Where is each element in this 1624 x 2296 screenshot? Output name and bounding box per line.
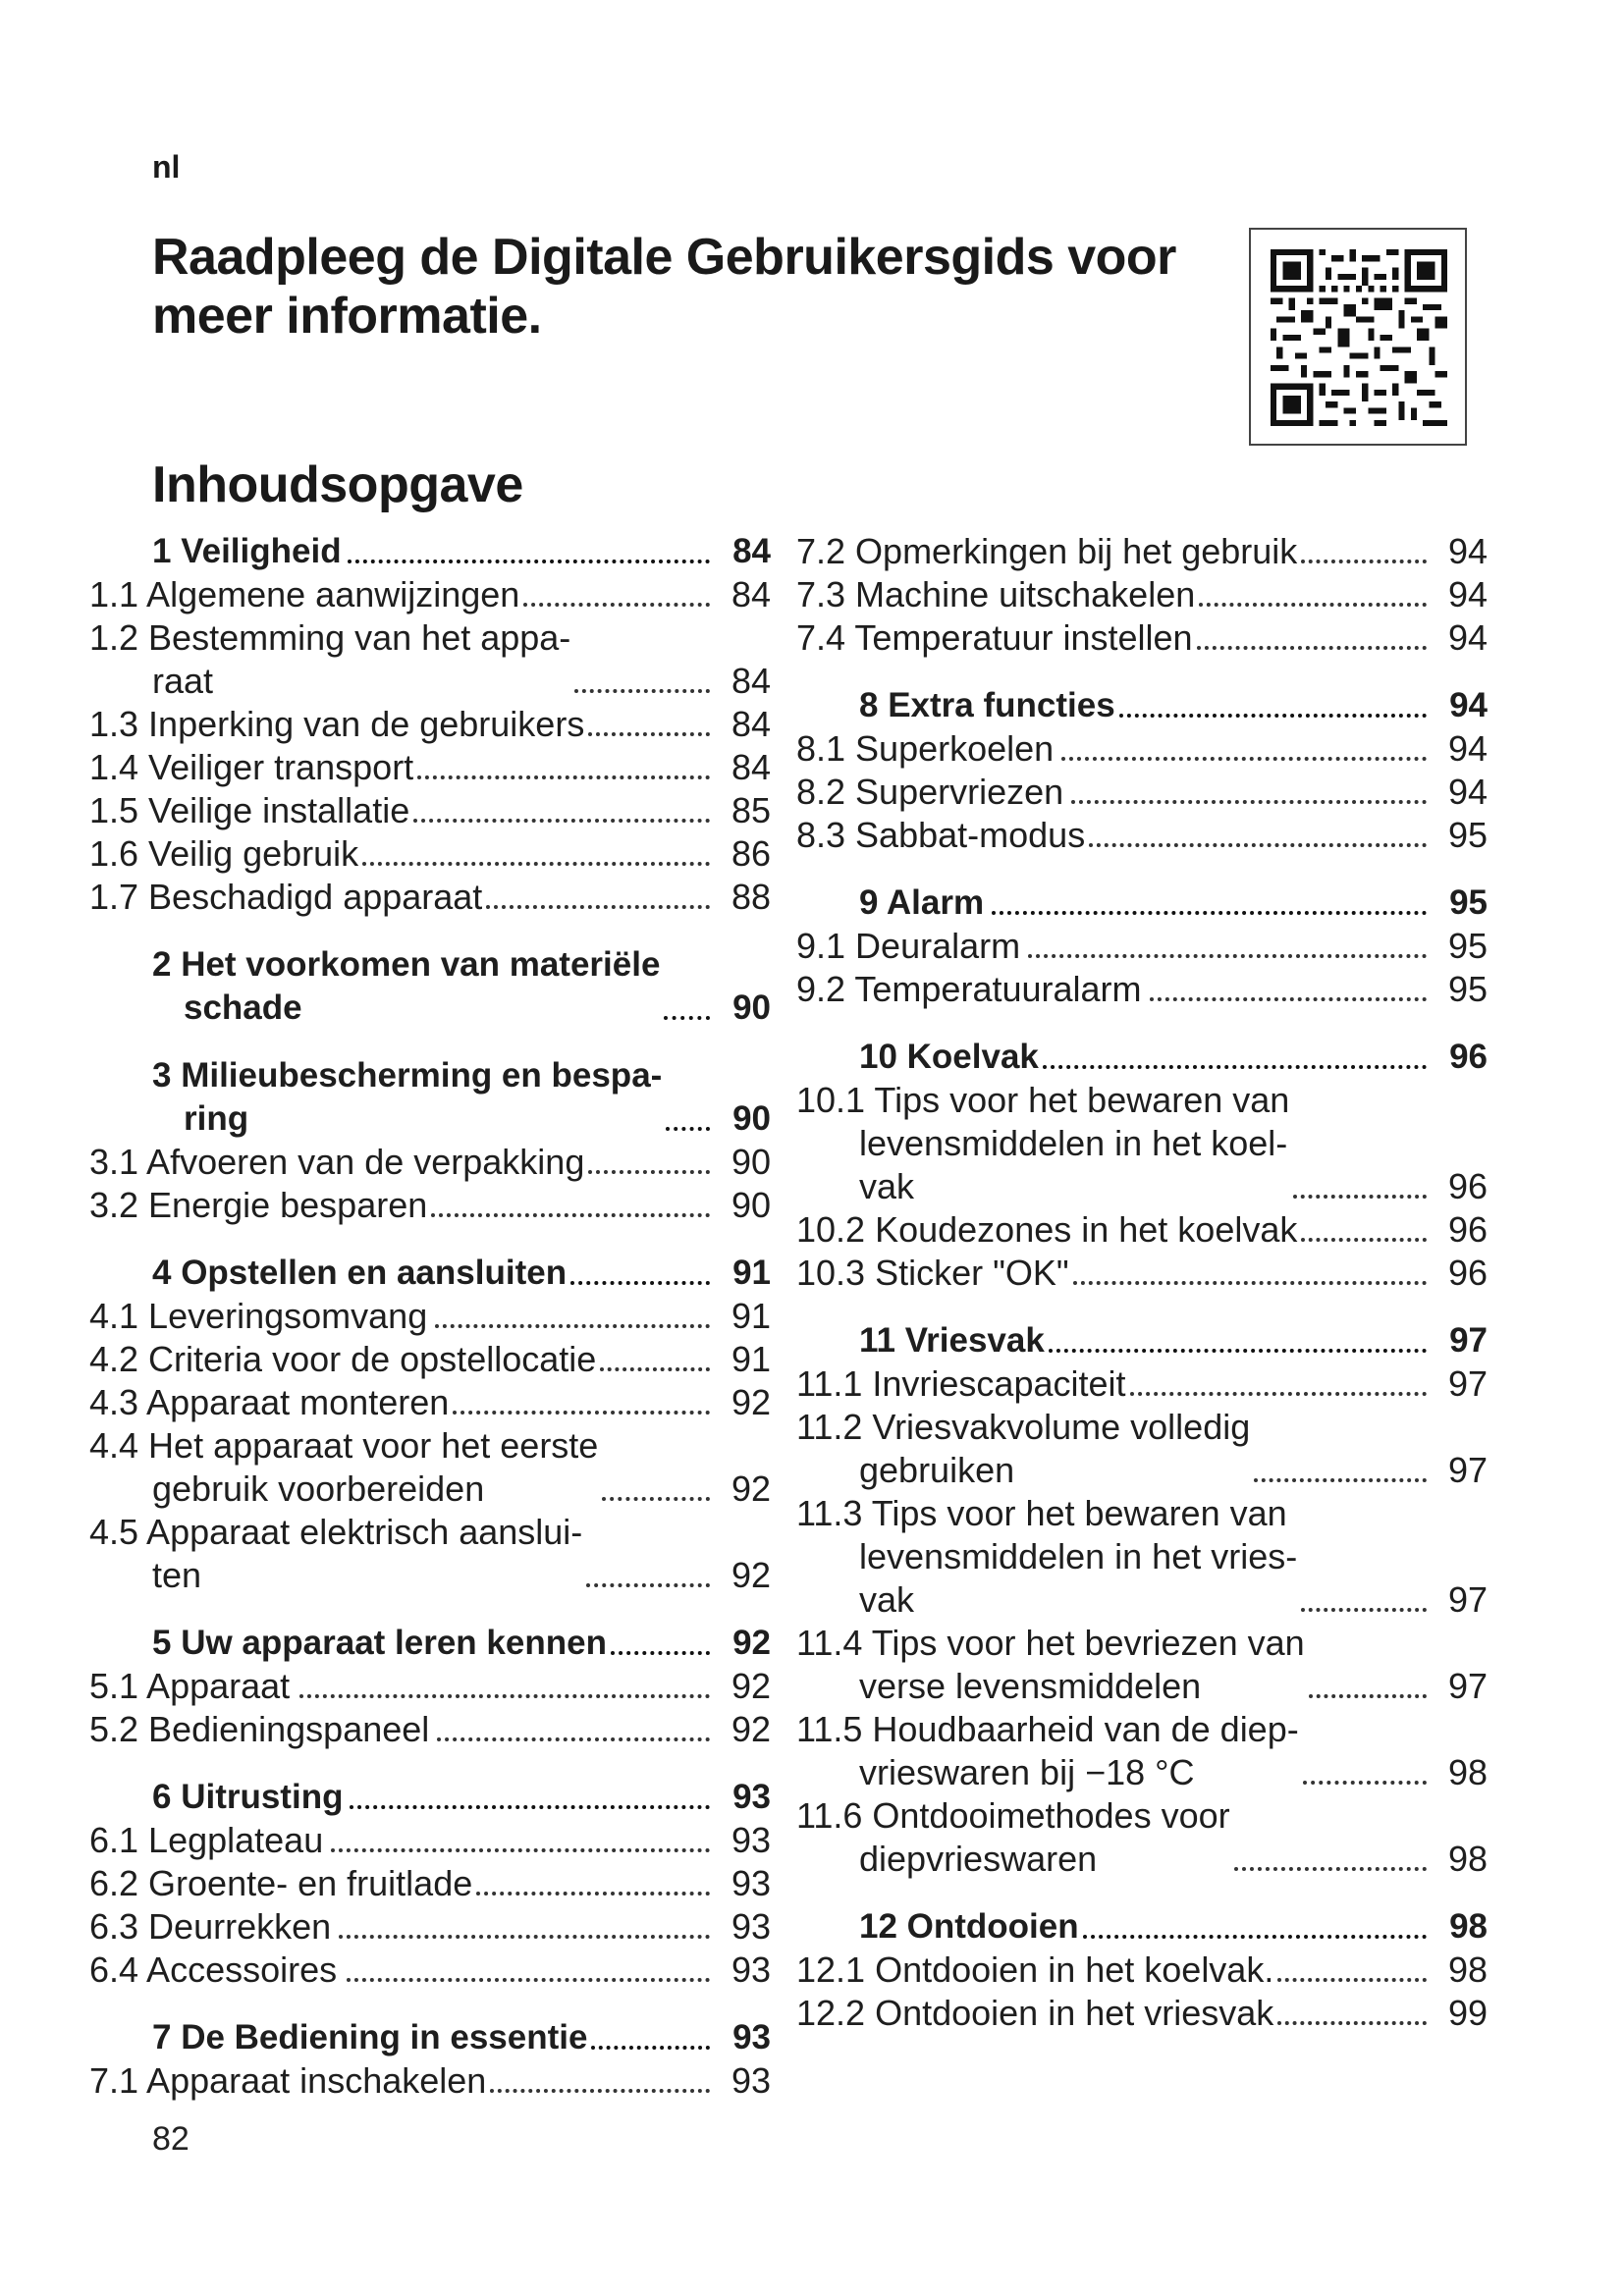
toc-page-number: 95	[1447, 926, 1488, 966]
qr-code[interactable]	[1249, 228, 1467, 446]
toc-section-group	[796, 684, 1488, 857]
toc-section-link[interactable]	[796, 1622, 1488, 1708]
toc-section-group	[796, 1905, 1488, 2035]
toc-section-title: 3.1 Afvoeren van de verpakking	[89, 1142, 585, 1182]
toc-section-group	[152, 943, 771, 1030]
toc-chapter-title: 11 Vriesvak	[859, 1321, 1045, 1360]
toc-page-number: 95	[1447, 969, 1488, 1009]
toc-page-number: 90	[731, 1142, 771, 1182]
toc-page-number: 94	[1447, 531, 1488, 571]
toc-page-number: 84	[731, 704, 771, 744]
toc-section-link[interactable]	[796, 573, 1488, 616]
toc-section-link[interactable]	[89, 573, 771, 616]
toc-section-link[interactable]	[89, 1184, 771, 1227]
toc-section-title: 10.3 Sticker "OK"	[796, 1253, 1069, 1293]
dot-leader	[1071, 790, 1427, 804]
toc-section-title: 6.4 Accessoires	[89, 1949, 338, 1990]
toc-section-title: 11.4 Tips voor het bevriezen van verse levensmiddelen	[796, 1623, 1305, 1706]
toc-page-number: 98	[1447, 1949, 1488, 1990]
toc-section-link[interactable]	[89, 1862, 771, 1905]
toc-section-group	[796, 1036, 1488, 1295]
toc-page-number: 94	[1447, 574, 1488, 614]
toc-section-group	[89, 1622, 771, 1751]
toc-section-link[interactable]	[89, 1949, 771, 1992]
toc-section-title: 5.1 Apparaat	[89, 1666, 291, 1706]
dot-leader	[331, 1839, 710, 1852]
toc-section-title: 7.4 Temperatuur instellen	[796, 617, 1193, 658]
toc-page-number: 96	[1447, 1166, 1488, 1206]
page-number: 82	[152, 2120, 189, 2158]
toc-section-link[interactable]	[796, 530, 1488, 573]
toc-section-link[interactable]	[89, 746, 771, 789]
toc-chapter-link[interactable]	[859, 881, 1488, 925]
dot-leader	[1197, 636, 1427, 650]
toc-page-number: 84	[731, 574, 771, 614]
toc-section-link[interactable]	[89, 1338, 771, 1381]
toc-page-number: 90	[731, 1185, 771, 1225]
toc-section-title: 6.3 Deurrekken	[89, 1906, 332, 1947]
toc-page-number: 96	[1447, 1253, 1488, 1293]
dot-leader	[600, 1358, 710, 1371]
digital-guide-title: Raadpleeg de Digitale Gebruikersgids voor meer informatie.	[152, 229, 1176, 345]
dot-leader	[1083, 1925, 1427, 1939]
toc-section-link[interactable]	[796, 1992, 1488, 2035]
toc-page-number: 97	[1447, 1363, 1488, 1404]
toc-section-group	[796, 530, 1488, 660]
toc-page-number: 96	[1447, 1209, 1488, 1250]
toc-chapter-link[interactable]	[859, 684, 1488, 727]
toc-section-title: 7.1 Apparaat inschakelen	[89, 2060, 487, 2101]
toc-section-group	[89, 2016, 771, 2103]
toc-section-title: 10.1 Tips voor het bewaren van levensmiddelen in het koel- vak	[796, 1080, 1290, 1206]
toc-page-number: 93	[731, 1906, 771, 1947]
toc-page-number: 92	[732, 1624, 771, 1662]
toc-section-link[interactable]	[89, 1665, 771, 1708]
toc-section-link[interactable]	[89, 1141, 771, 1184]
toc-chapter-title: 6 Uitrusting	[152, 1778, 344, 1816]
toc-section-title: 12.1 Ontdooien in het koelvak.	[796, 1949, 1274, 1990]
toc-section-link[interactable]	[89, 789, 771, 832]
toc-page-number: 93	[731, 2060, 771, 2101]
dot-leader	[1254, 1468, 1427, 1482]
dot-leader	[1089, 833, 1427, 847]
toc-chapter-link[interactable]	[859, 1036, 1488, 1079]
toc-section-title: 1.1 Algemene aanwijzingen	[89, 574, 520, 614]
toc-page-number: 88	[731, 877, 771, 917]
toc-page-number: 97	[1447, 1450, 1488, 1490]
toc-page-number: 97	[1447, 1666, 1488, 1706]
language-tag: nl	[152, 149, 181, 185]
dot-leader	[348, 550, 710, 563]
dot-leader	[574, 679, 710, 693]
dot-leader	[664, 1006, 710, 1020]
toc-section-title: 4.2 Criteria voor de opstellocatie	[89, 1339, 597, 1379]
toc-section-link[interactable]	[796, 1079, 1488, 1208]
toc-chapter-title: 5 Uw apparaat leren kennen	[152, 1624, 607, 1662]
toc-section-group	[89, 1054, 771, 1227]
toc-section-link[interactable]	[89, 1708, 771, 1751]
toc-section-title: 8.2 Supervriezen	[796, 772, 1064, 812]
dot-leader	[350, 1795, 710, 1809]
toc-section-title: 1.3 Inperking van de gebruikers	[89, 704, 585, 744]
toc-section-link[interactable]	[89, 1424, 771, 1511]
toc-section-title: 4.5 Apparaat elektrisch aanslui- ten	[89, 1512, 583, 1595]
toc-section-link[interactable]	[89, 876, 771, 919]
toc-page-number: 94	[1449, 686, 1488, 724]
toc-chapter-title: 10 Koelvak	[859, 1038, 1039, 1076]
toc-chapter-link[interactable]	[859, 1319, 1488, 1362]
dot-leader	[486, 895, 710, 909]
toc-section-link[interactable]	[89, 703, 771, 746]
toc-section-title: 1.5 Veilige installatie	[89, 790, 410, 830]
toc-section-link[interactable]	[89, 1381, 771, 1424]
dot-leader	[588, 722, 710, 736]
dot-leader	[602, 1487, 710, 1501]
dot-leader	[476, 1882, 710, 1896]
toc-section-title: 12.2 Ontdooien in het vriesvak	[796, 1993, 1274, 2033]
toc-chapter-title: 9 Alarm	[859, 883, 985, 922]
toc-section-title: 3.2 Energie besparen	[89, 1185, 428, 1225]
toc-chapter-title: 3 Milieubescherming en bespa- ring	[152, 1056, 663, 1138]
dot-leader	[1199, 593, 1427, 607]
toc-section-title: 11.3 Tips voor het bewaren van levensmiddelen in het vries- vak	[796, 1493, 1298, 1620]
toc-section-title: 6.2 Groente- en fruitlade	[89, 1863, 473, 1903]
dot-leader	[588, 1160, 710, 1174]
toc-section-group	[89, 1776, 771, 1992]
dot-leader	[591, 2036, 710, 2050]
toc-page-number: 93	[731, 1820, 771, 1860]
dot-leader	[1130, 1382, 1427, 1396]
toc-section-link[interactable]	[796, 968, 1488, 1011]
toc-section-title: 1.7 Beschadigd apparaat	[89, 877, 483, 917]
toc-page-number: 98	[1449, 1907, 1488, 1946]
toc-section-link[interactable]	[89, 1905, 771, 1949]
toc-page-number: 93	[731, 1863, 771, 1903]
toc-section-title: 9.2 Temperatuuralarm	[796, 969, 1142, 1009]
dot-leader	[417, 766, 710, 779]
dot-leader	[431, 1203, 710, 1217]
dot-leader	[570, 1271, 710, 1285]
toc-section-title: 6.1 Legplateau	[89, 1820, 324, 1860]
dot-leader	[1303, 1771, 1427, 1785]
toc-chapter-link[interactable]	[152, 530, 771, 573]
dot-leader	[1049, 1339, 1427, 1353]
toc-section-link[interactable]	[796, 1492, 1488, 1622]
toc-section-link[interactable]	[796, 1406, 1488, 1492]
toc-section-title: 4.1 Leveringsomvang	[89, 1296, 428, 1336]
toc-chapter-link[interactable]	[152, 2016, 771, 2059]
toc-section-title: 10.2 Koudezones in het koelvak	[796, 1209, 1298, 1250]
dot-leader	[490, 2079, 710, 2093]
dot-leader	[1028, 944, 1427, 958]
toc-page-number: 92	[731, 1666, 771, 1706]
toc-section-title: 9.1 Deuralarm	[796, 926, 1021, 966]
toc-section-link[interactable]	[796, 616, 1488, 660]
toc-chapter-title: 12 Ontdooien	[859, 1907, 1079, 1946]
toc-chapter-link[interactable]	[859, 1905, 1488, 1949]
toc-page-number: 98	[1447, 1839, 1488, 1879]
toc-section-link[interactable]	[89, 1819, 771, 1862]
toc-page-number: 84	[732, 532, 771, 570]
toc-chapter-title: 4 Opstellen en aansluiten	[152, 1254, 568, 1292]
dot-leader	[437, 1728, 710, 1741]
toc-page-number: 95	[1447, 815, 1488, 855]
dot-leader	[299, 1684, 710, 1698]
toc-section-title: 4.4 Het apparaat voor het eerste gebruik voorbereiden	[89, 1425, 599, 1509]
toc-section-title: 11.5 Houdbaarheid van de diep- vrieswaren bij −18 °C	[796, 1709, 1299, 1792]
dot-leader	[1277, 1968, 1427, 1982]
toc-section-title: 7.3 Machine uitschakelen	[796, 574, 1196, 614]
dot-leader	[1043, 1055, 1427, 1069]
dot-leader	[1309, 1684, 1427, 1698]
dot-leader	[362, 852, 710, 866]
qr-code-icon	[1271, 249, 1447, 426]
toc-chapter-link[interactable]	[152, 943, 771, 1030]
toc-page-number: 92	[731, 1468, 771, 1509]
toc-chapter-link[interactable]	[152, 1776, 771, 1819]
toc-page-number: 92	[731, 1382, 771, 1422]
toc-page-number: 99	[1447, 1993, 1488, 2033]
toc-right-column	[796, 530, 1488, 2059]
toc-page-number: 98	[1447, 1752, 1488, 1792]
toc-page-number: 92	[731, 1709, 771, 1749]
dot-leader	[1234, 1857, 1427, 1871]
toc-section-link[interactable]	[89, 616, 771, 703]
toc-chapter-title: 1 Veiligheid	[152, 532, 342, 570]
toc-section-title: 1.2 Bestemming van het appa- raat	[89, 617, 571, 701]
toc-section-title: 1.4 Veiliger transport	[89, 747, 414, 787]
toc-section-link[interactable]	[89, 2059, 771, 2103]
dot-leader	[523, 593, 710, 607]
dot-leader	[666, 1117, 710, 1131]
toc-section-group	[796, 1319, 1488, 1881]
dot-leader	[586, 1574, 710, 1587]
toc-section-group	[89, 530, 771, 919]
toc-section-title: 11.2 Vriesvakvolume volledig gebruiken	[796, 1407, 1251, 1490]
dot-leader	[453, 1401, 710, 1415]
dot-leader	[413, 809, 710, 823]
toc-page-number: 91	[731, 1339, 771, 1379]
toc-page-number: 84	[731, 747, 771, 787]
toc-chapter-link[interactable]	[152, 1622, 771, 1665]
toc-page-number: 93	[732, 2018, 771, 2056]
toc-section-title: 11.6 Ontdooimethodes voor diepvrieswaren	[796, 1795, 1230, 1879]
toc-section-link[interactable]	[796, 1794, 1488, 1881]
dot-leader	[1119, 704, 1427, 718]
toc-section-title: 5.2 Bedieningspaneel	[89, 1709, 430, 1749]
toc-page-number: 86	[731, 833, 771, 874]
toc-page-number: 91	[732, 1254, 771, 1292]
toc-section-group	[796, 881, 1488, 1011]
toc-chapter-title: 8 Extra functies	[859, 686, 1115, 724]
dot-leader	[1150, 988, 1427, 1001]
toc-page-number: 84	[731, 661, 771, 701]
toc-page-number: 97	[1449, 1321, 1488, 1360]
toc-chapter-title: 2 Het voorkomen van materiële schade	[152, 945, 661, 1027]
dot-leader	[339, 1925, 710, 1939]
toc-chapter-title: 7 De Bediening in essentie	[152, 2018, 588, 2056]
toc-section-link[interactable]	[796, 771, 1488, 814]
toc-chapter-link[interactable]	[152, 1054, 771, 1141]
toc-page-number: 94	[1447, 617, 1488, 658]
dot-leader	[347, 1968, 710, 1982]
toc-page-number: 95	[1449, 883, 1488, 922]
toc-page-number: 90	[732, 988, 771, 1027]
toc-section-link[interactable]	[89, 1295, 771, 1338]
toc-section-title: 7.2 Opmerkingen bij het gebruik	[796, 531, 1298, 571]
toc-section-link[interactable]	[796, 1362, 1488, 1406]
toc-section-title: 1.6 Veilig gebruik	[89, 833, 359, 874]
toc-section-title: 4.3 Apparaat monteren	[89, 1382, 450, 1422]
dot-leader	[435, 1314, 710, 1328]
dot-leader	[1277, 2011, 1427, 2025]
toc-section-link[interactable]	[89, 832, 771, 876]
toc-page-number: 97	[1447, 1579, 1488, 1620]
toc-section-link[interactable]	[796, 727, 1488, 771]
toc-section-link[interactable]	[796, 1252, 1488, 1295]
toc-section-link[interactable]	[796, 814, 1488, 857]
toc-section-link[interactable]	[796, 1208, 1488, 1252]
toc-section-title: 8.3 Sabbat-modus	[796, 815, 1086, 855]
toc-page-number: 92	[731, 1555, 771, 1595]
toc-section-group	[89, 1252, 771, 1597]
toc-page-number: 94	[1447, 728, 1488, 769]
toc-page-number: 96	[1449, 1038, 1488, 1076]
toc-title: Inhoudsopgave	[152, 456, 523, 513]
toc-page-number: 93	[731, 1949, 771, 1990]
dot-leader	[1061, 747, 1427, 761]
toc-section-link[interactable]	[796, 1708, 1488, 1794]
dot-leader	[1301, 1598, 1427, 1612]
toc-chapter-link[interactable]	[152, 1252, 771, 1295]
toc-page-number: 93	[732, 1778, 771, 1816]
toc-section-link[interactable]	[796, 925, 1488, 968]
toc-page-number: 91	[731, 1296, 771, 1336]
toc-page-number: 85	[731, 790, 771, 830]
dot-leader	[611, 1641, 710, 1655]
dot-leader	[1293, 1185, 1427, 1199]
dot-leader	[992, 901, 1427, 915]
toc-page-number: 90	[732, 1099, 771, 1138]
dot-leader	[1073, 1271, 1427, 1285]
dot-leader	[1301, 550, 1427, 563]
toc-section-link[interactable]	[796, 1949, 1488, 1992]
toc-page-number: 94	[1447, 772, 1488, 812]
toc-section-link[interactable]	[89, 1511, 771, 1597]
toc-left-column	[89, 530, 771, 2127]
toc-section-title: 11.1 Invriescapaciteit	[796, 1363, 1126, 1404]
dot-leader	[1301, 1228, 1427, 1242]
toc-section-title: 8.1 Superkoelen	[796, 728, 1055, 769]
